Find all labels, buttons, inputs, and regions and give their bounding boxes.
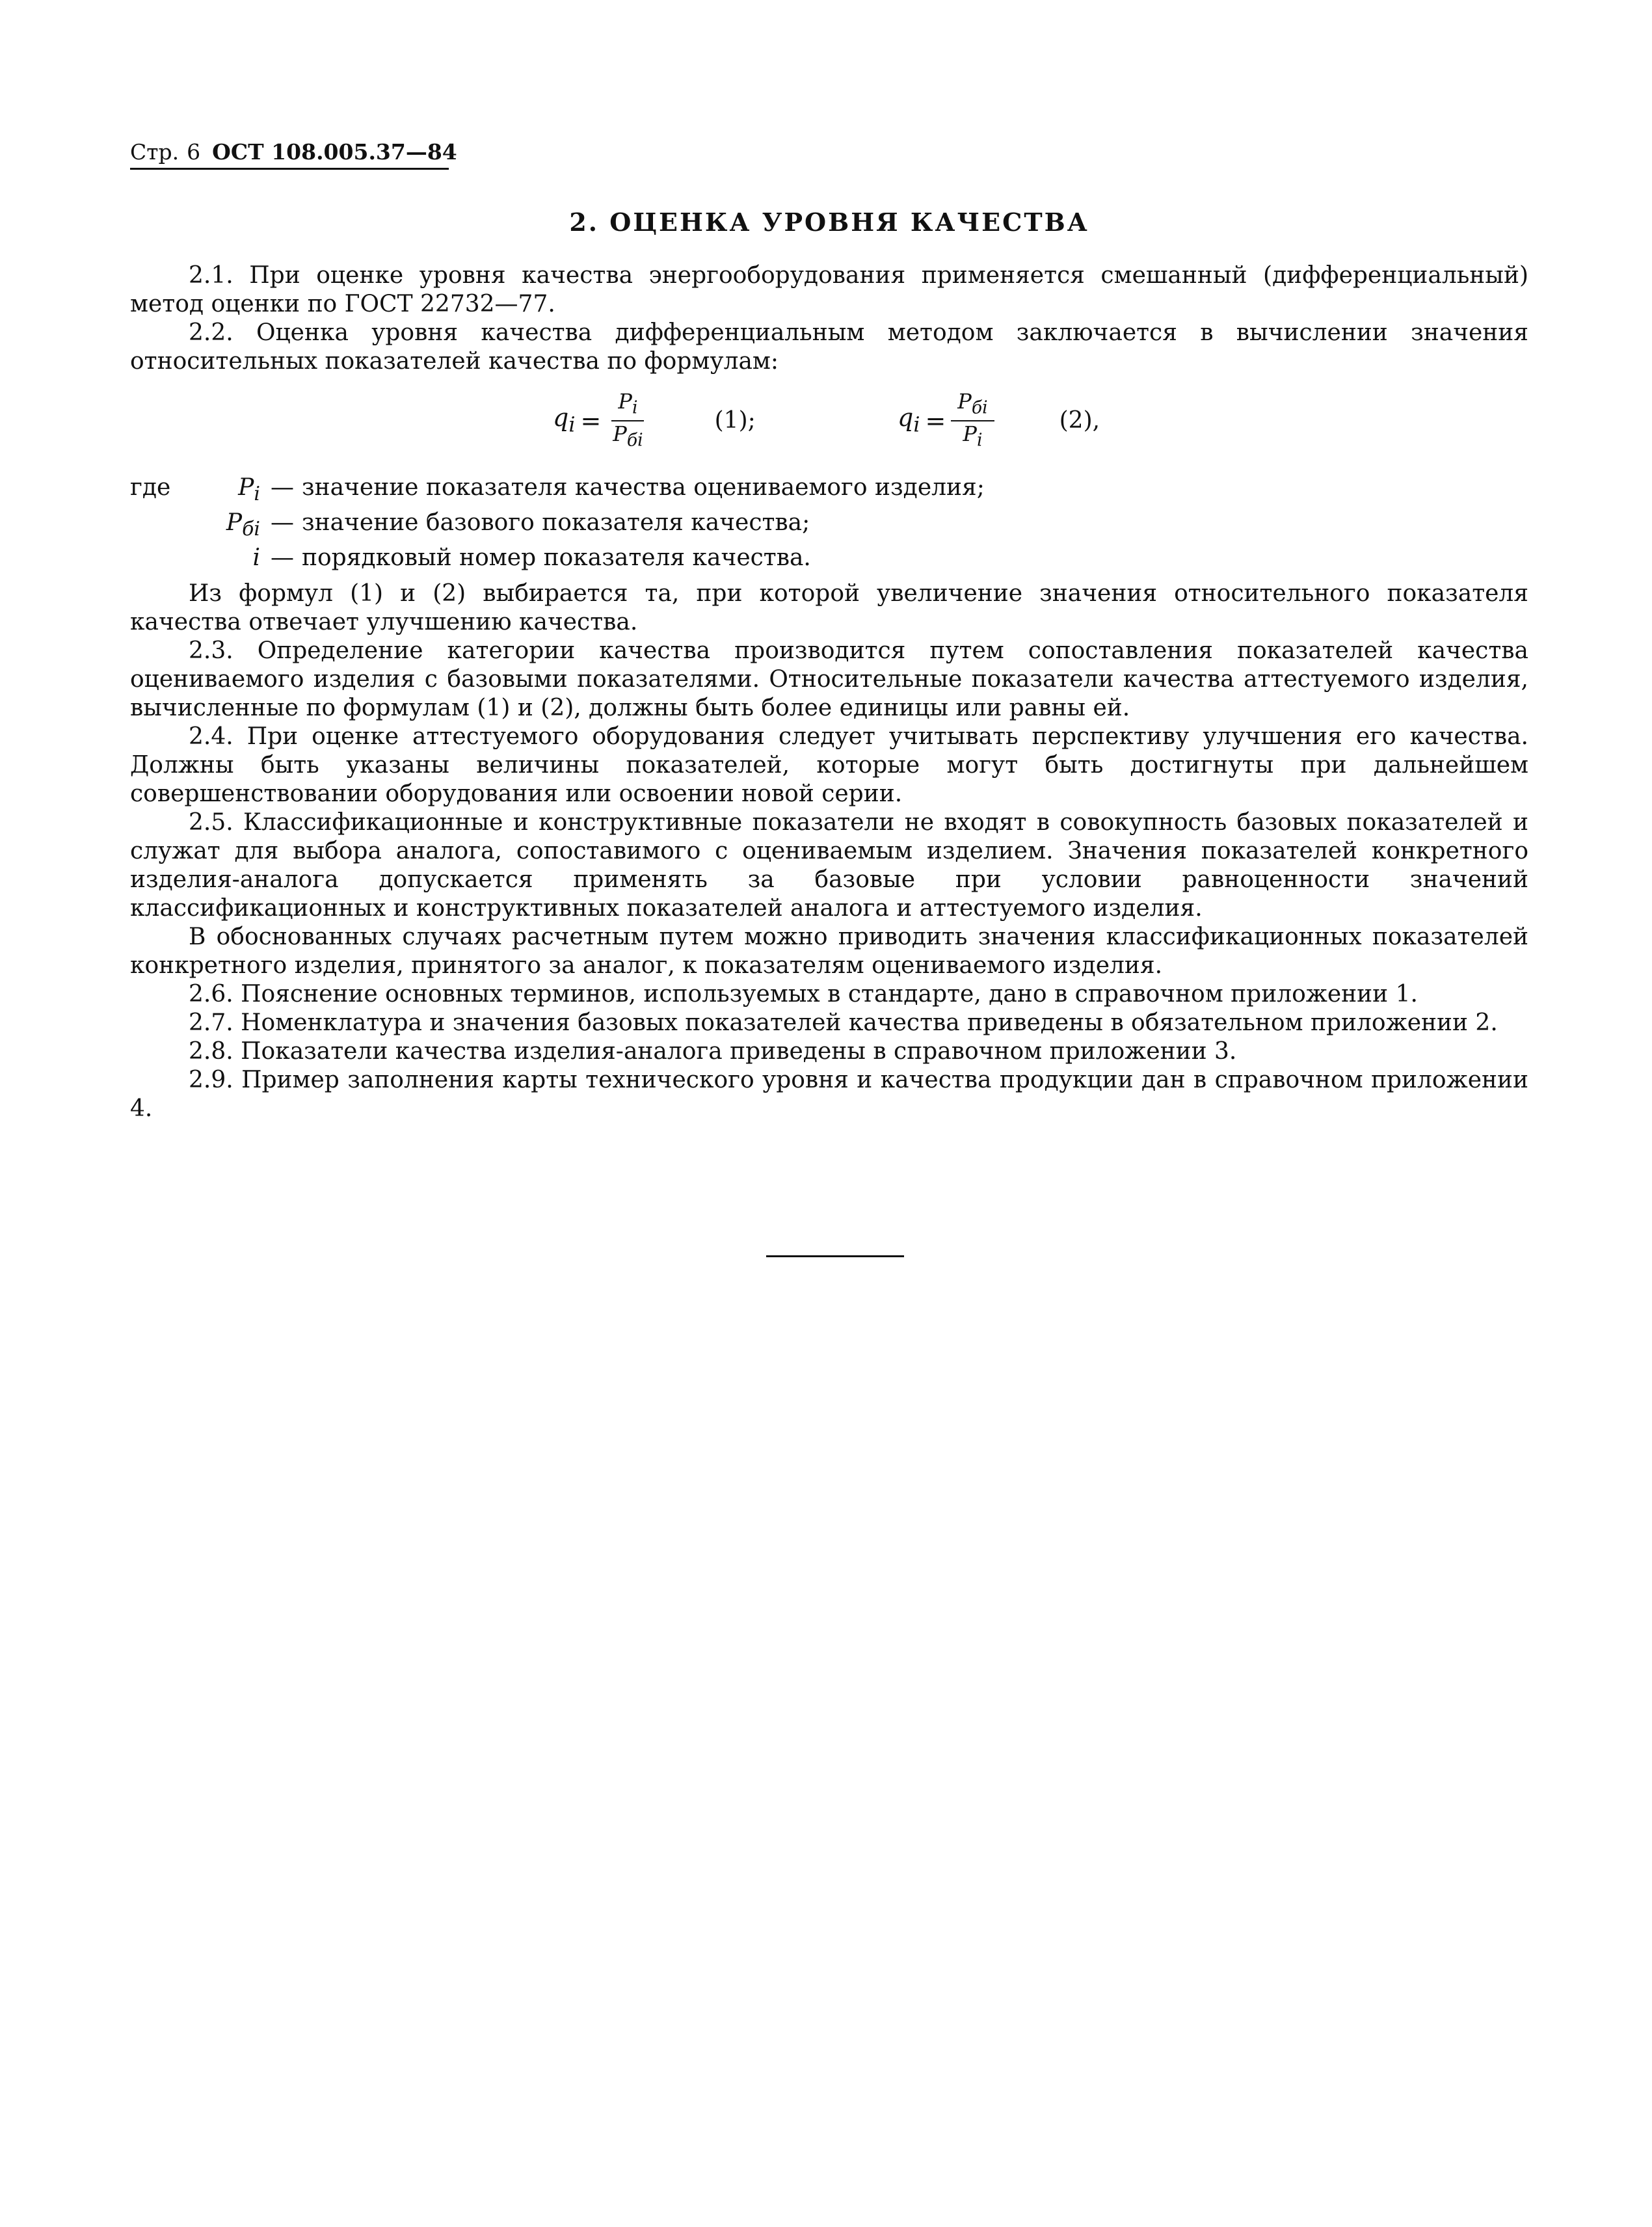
formula-2-eq: = xyxy=(925,407,946,436)
formula-2-denominator: $P_i$ xyxy=(963,421,983,451)
definition-row xyxy=(130,509,1528,544)
section-title: 2. ОЦЕНКА УРОВНЯ КАЧЕСТВА xyxy=(569,207,1089,237)
definition-dash: — xyxy=(271,544,294,572)
section-body xyxy=(130,261,1528,1123)
paragraph-formula-choice: Из формул (1) и (2) выбирается та, при которой увеличение значения относительного показателя качества отвечает улучшению качества. xyxy=(130,580,1528,635)
paragraph-2-3: 2.3. Определение категории качества производится путем сопоставления показателей качества оцениваемого изделия с базовыми показателями. Относительные показатели качества аттестуемого изделия, вычисленные по формулам (1) и (2), должны быть более единицы или равны ей. xyxy=(130,637,1528,721)
paragraph-2-4: 2.4. При оценке аттестуемого оборудования следует учитывать перспективу улучшения его качества. Должны быть указаны величины показателей, которые могут быть достигнуты при дальнейшем совершенствовании оборудования или освоении новой серии. xyxy=(130,723,1528,807)
where-label: где xyxy=(130,474,171,501)
formula-1-eq: = xyxy=(580,407,602,436)
formula-1-fraction xyxy=(606,389,649,453)
end-divider xyxy=(766,1255,904,1257)
paragraph-2-5: 2.5. Классификационные и конструктивные показатели не входят в совокупность базовых показателей и служат для выбора аналога, сопоставимого с оцениваемым изделием. Значения показателей конкретного изделия-аналога допускается применять за базовые при условии равноценности значений классификационных и конструктивных показателей аналога и аттестуемого изделия. xyxy=(130,808,1528,922)
formula-2-number: (2), xyxy=(1059,407,1100,434)
formula-1-number: (1); xyxy=(714,407,756,434)
formula-row xyxy=(130,376,1528,473)
header-prefix: Стр. xyxy=(130,139,180,165)
definition-dash: — xyxy=(271,509,294,537)
paragraph-2-8: 2.8. Показатели качества изделия-аналога приведены в справочном приложении 3. xyxy=(189,1037,1237,1065)
paragraph-2-2: 2.2. Оценка уровня качества дифференциальным методом заключается в вычислении значения относительных показателей качества по формулам: xyxy=(130,319,1528,375)
formula-2 xyxy=(898,389,1100,453)
standard-number: ОСТ 108.005.37—84 xyxy=(212,139,457,165)
paragraph-2-9: 2.9. Пример заполнения карты технического уровня и качества продукции дан в справочном приложении 4. xyxy=(130,1066,1528,1122)
symbol-definitions xyxy=(130,473,1528,580)
formula-1-denominator: $P_{бi}$ xyxy=(613,421,643,451)
definition-text: значение базового показателя качества; xyxy=(302,509,810,537)
formula-1-lhs: $q_i$ xyxy=(553,403,576,437)
paragraph-2-1: 2.1. При оценке уровня качества энергооборудования применяется смешанный (дифференциальный) метод оценки по ГОСТ 22732—77. xyxy=(130,262,1528,317)
paragraph-2-5-cont: В обоснованных случаях расчетным путем можно приводить значения классификационных показателей конкретного изделия, принятого за аналог, к показателям оцениваемого изделия. xyxy=(130,923,1528,979)
running-header xyxy=(130,139,457,170)
formula-2-numerator: $P_{бi}$ xyxy=(951,389,994,421)
definition-text: порядковый номер показателя качества. xyxy=(302,544,811,572)
formula-1 xyxy=(553,389,756,453)
formula-2-fraction xyxy=(951,389,994,453)
paragraph-2-6: 2.6. Пояснение основных терминов, используемых в стандарте, дано в справочном приложении 1. xyxy=(189,980,1418,1007)
formula-2-lhs: $q_i$ xyxy=(898,403,920,437)
definition-symbol: i xyxy=(252,544,260,572)
definition-text: значение показателя качества оцениваемого изделия; xyxy=(302,474,985,501)
definition-row xyxy=(130,473,1528,509)
definition-symbol: $P_i$ xyxy=(238,474,260,506)
formula-1-numerator: $P_i$ xyxy=(611,389,644,421)
paragraph-2-7: 2.7. Номенклатура и значения базовых показателей качества приведены в обязательном приложении 2. xyxy=(189,1009,1498,1036)
page-number: 6 xyxy=(187,139,201,165)
definition-symbol: $P_{бi}$ xyxy=(226,509,260,541)
definition-row xyxy=(130,544,1528,579)
definition-dash: — xyxy=(271,474,294,501)
